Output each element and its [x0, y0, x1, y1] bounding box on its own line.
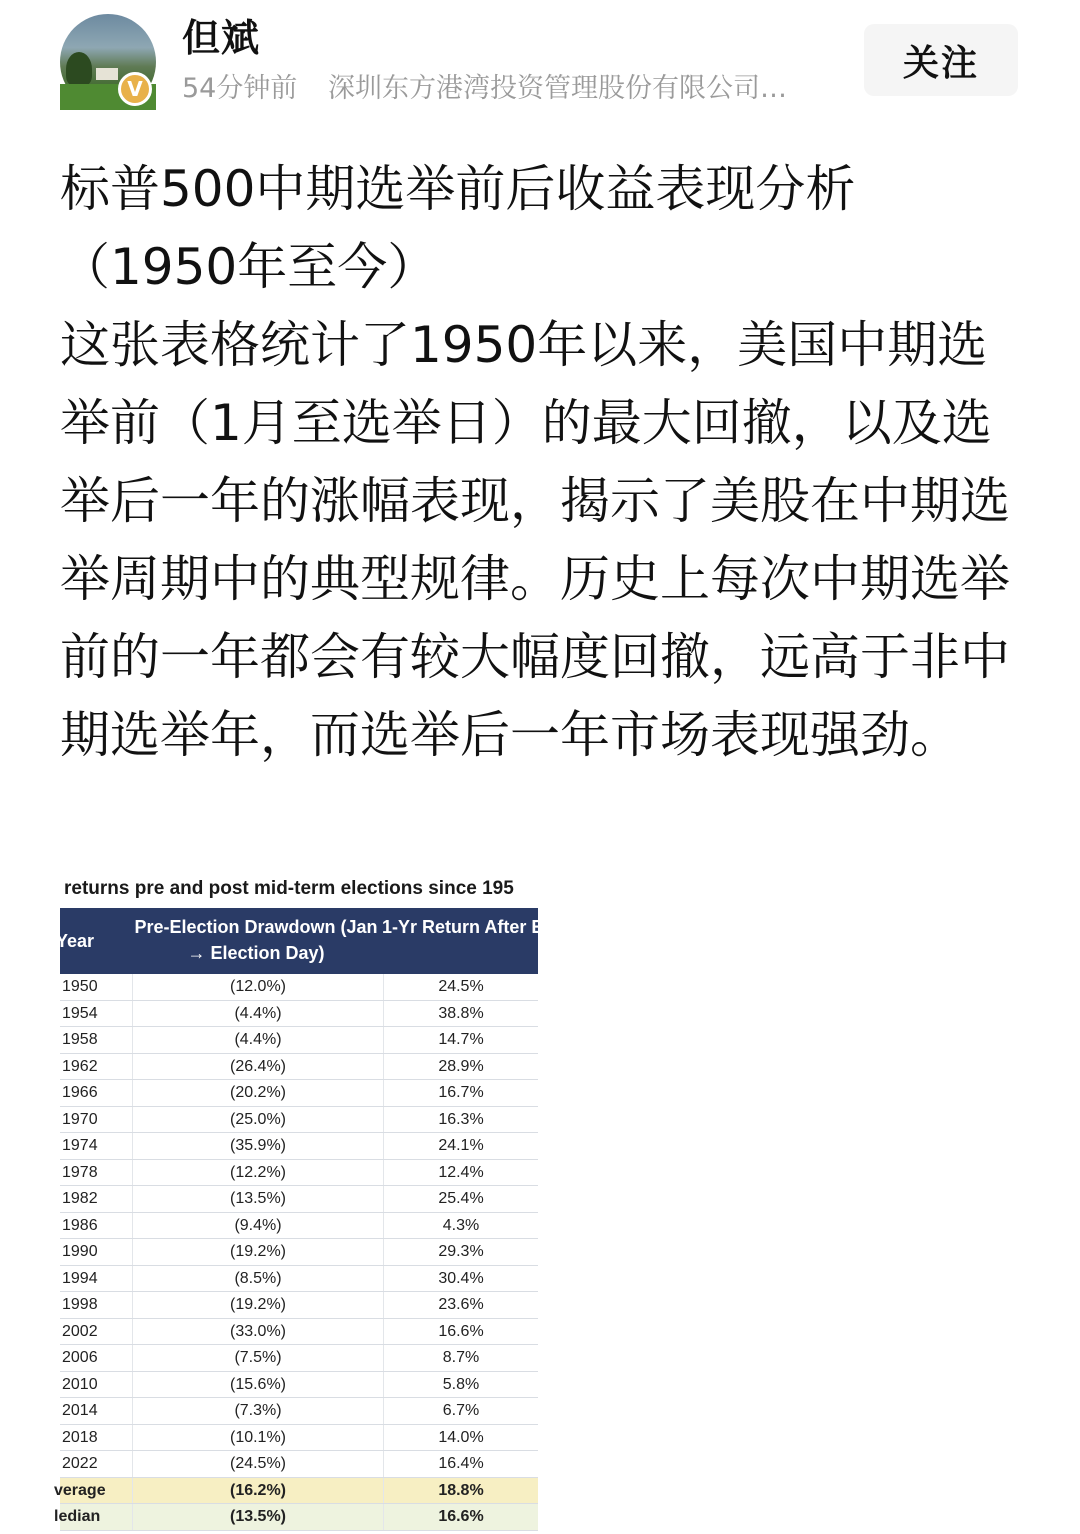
table-row [60, 1213, 538, 1240]
cell-return: 4.3% [442, 1216, 480, 1234]
cell-year: 1970 [62, 1110, 98, 1128]
post-meta [182, 70, 787, 108]
cell-return: 24.1% [438, 1137, 484, 1154]
cell-drawdown: (19.2%) [132, 1292, 384, 1318]
cell-drawdown: (25.0%) [132, 1107, 384, 1133]
cell-year: 1958 [62, 1031, 98, 1048]
table-row [60, 1398, 538, 1425]
table-row [60, 1186, 538, 1213]
summary-return: 16.6% [438, 1508, 484, 1525]
cell-year: 1978 [62, 1163, 98, 1181]
cell-year: 2002 [62, 1322, 98, 1340]
cell-drawdown: (4.4%) [132, 1027, 384, 1053]
cell-return: 12.4% [438, 1163, 484, 1181]
avatar-house [96, 68, 118, 80]
cell-year: 2022 [62, 1455, 98, 1472]
cell-return: 6.7% [442, 1402, 480, 1419]
summary-drawdown: (13.5%) [132, 1504, 384, 1530]
table-row [60, 1266, 538, 1293]
avatar-tree [66, 52, 92, 86]
cell-drawdown: (35.9%) [132, 1133, 384, 1159]
cell-return: 16.3% [438, 1110, 484, 1128]
cell-drawdown: (4.4%) [132, 1001, 384, 1027]
cell-year: 1990 [62, 1243, 98, 1260]
cell-return: 24.5% [438, 978, 484, 995]
cell-year: 1998 [62, 1296, 98, 1313]
cell-drawdown: (20.2%) [132, 1080, 384, 1106]
table-row [60, 1239, 538, 1266]
post-title: 标普500中期选举前后收益表现分析（1950年至今） [60, 160, 856, 296]
cell-year: 1982 [62, 1190, 98, 1207]
table-row [60, 1027, 538, 1054]
verified-badge-icon: V [118, 72, 152, 106]
table-row [60, 1001, 538, 1028]
cell-drawdown: (13.5%) [132, 1186, 384, 1212]
follow-button[interactable]: 关注 [864, 24, 1018, 96]
cell-drawdown: (12.0%) [132, 974, 384, 1000]
cell-drawdown: (19.2%) [132, 1239, 384, 1265]
table-row [60, 1133, 538, 1160]
cell-drawdown: (7.3%) [132, 1398, 384, 1424]
cell-return: 5.8% [442, 1375, 480, 1393]
author-organization: 深圳东方港湾投资管理股份有限公司… [327, 73, 787, 104]
cell-return: 28.9% [438, 1057, 484, 1075]
post-time: 54分钟前 [182, 73, 298, 104]
table-row [60, 1054, 538, 1081]
cell-return: 23.6% [438, 1296, 484, 1313]
cell-drawdown: (9.4%) [132, 1213, 384, 1239]
summary-label: verage [54, 1481, 106, 1499]
cell-year: 1954 [62, 1004, 98, 1022]
table-row [60, 1160, 538, 1187]
cell-return: 29.3% [438, 1243, 484, 1260]
cell-return: 14.0% [438, 1428, 484, 1446]
cell-year: 1962 [62, 1057, 98, 1075]
table-row [60, 1345, 538, 1372]
cell-return: 16.6% [438, 1322, 484, 1340]
header-year: Year [56, 931, 95, 951]
cell-return: 16.7% [438, 1084, 484, 1101]
cell-year: 1950 [62, 978, 98, 995]
cell-drawdown: (15.6%) [132, 1372, 384, 1398]
cell-year: 1994 [62, 1269, 98, 1287]
cell-drawdown: (33.0%) [132, 1319, 384, 1345]
table-row [60, 974, 538, 1001]
cell-year: 2006 [62, 1349, 98, 1366]
cell-drawdown: (10.1%) [132, 1425, 384, 1451]
cell-drawdown: (8.5%) [132, 1266, 384, 1292]
username[interactable]: 但斌 [182, 16, 261, 60]
summary-row [54, 1478, 538, 1505]
cell-year: 2014 [62, 1402, 98, 1419]
table-image[interactable] [54, 872, 602, 1525]
cell-return: 30.4% [438, 1269, 484, 1287]
cell-return: 14.7% [438, 1031, 484, 1048]
header-return: 1-Yr Return After Election [382, 917, 602, 937]
table-row [60, 1451, 538, 1478]
summary-return: 18.8% [438, 1481, 484, 1499]
cell-return: 25.4% [438, 1190, 484, 1207]
summary-drawdown: (16.2%) [132, 1478, 384, 1504]
table-body [54, 974, 538, 1531]
table-row [60, 1292, 538, 1319]
table-row [60, 1080, 538, 1107]
table-header [56, 908, 602, 974]
cell-year: 1966 [62, 1084, 98, 1101]
cell-year: 1986 [62, 1216, 98, 1234]
table-row [60, 1319, 538, 1346]
table-caption: returns pre and post mid-term elections since 195 [64, 878, 514, 899]
table-row [60, 1107, 538, 1134]
cell-year: 2018 [62, 1428, 98, 1446]
post-body: 这张表格统计了1950年以来，美国中期选举前（1月至选举日）的最大回撤，以及选举后一年的涨幅表现，揭示了美股在中期选举周期中的典型规律。历史上每次中期选举前的一年都会有较大幅度回撤，远高于非中期选举年，而选举后一年市场表现强劲。 [60, 316, 1010, 764]
summary-label: ledian [54, 1508, 101, 1525]
summary-row [54, 1504, 538, 1531]
cell-return: 16.4% [438, 1455, 484, 1472]
cell-year: 2010 [62, 1375, 98, 1393]
header-drawdown: Pre-Election Drawdown (Jan → Election Day) [134, 917, 378, 963]
cell-drawdown: (7.5%) [132, 1345, 384, 1371]
cell-drawdown: (12.2%) [132, 1160, 384, 1186]
cell-drawdown: (24.5%) [132, 1451, 384, 1477]
cell-drawdown: (26.4%) [132, 1054, 384, 1080]
cell-year: 1974 [62, 1137, 98, 1154]
table-row [60, 1372, 538, 1399]
table-row [60, 1425, 538, 1452]
cell-return: 8.7% [442, 1349, 480, 1366]
cell-return: 38.8% [438, 1004, 484, 1022]
